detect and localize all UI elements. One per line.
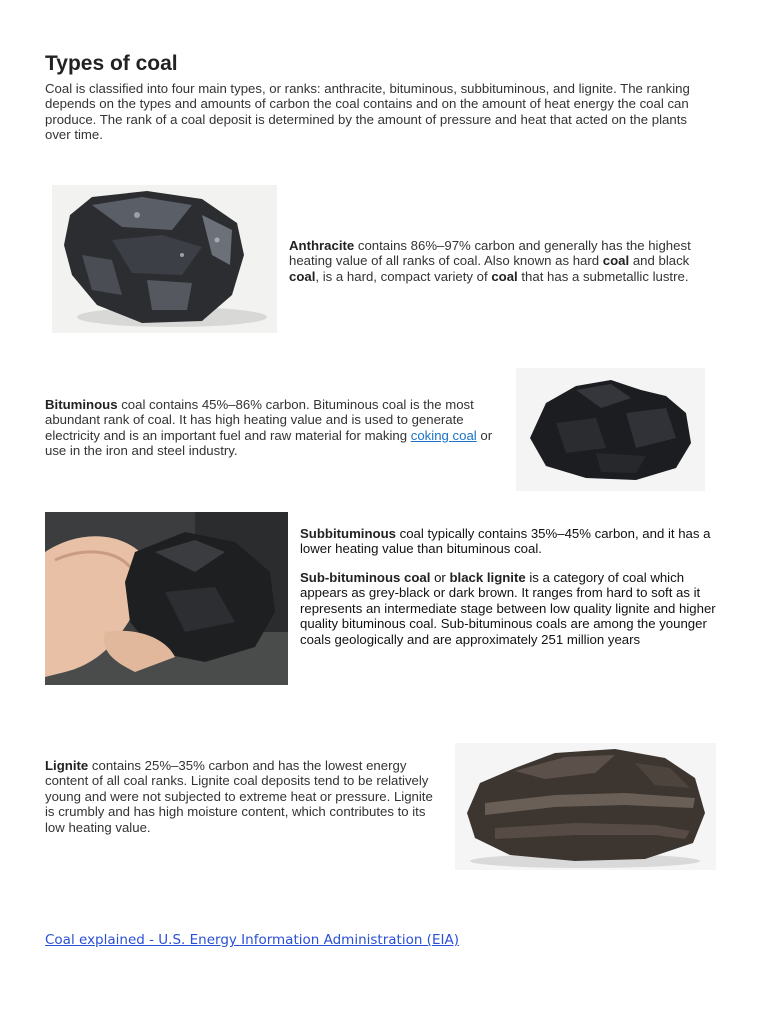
anthracite-term: Anthracite [289,238,355,253]
anthracite-text: that has a submetallic lustre. [517,268,689,284]
bituminous-text: coal contains 45%–86% carbon. Bituminous coal is the most abundant rank of coal. It has high heating value and is used to generate electricity and is an important fuel and raw material for making [45,397,474,443]
coal-term: coal [491,268,518,284]
coking-coal-link[interactable]: coking coal [410,427,477,443]
subbituminous-term: Subbituminous [300,526,396,541]
lignite-text: contains 25%–35% carbon and has the lowest energy content of all coal ranks. Lignite coal deposits tend to be relatively young and were not subjected to extreme heat or pressure. Lignite is crumbly and has high moisture content, which contributes to its low heating value. [45,758,433,835]
subbituminous-text: coal typically contains 35%–45% carbon, and it has a lower heating value than bituminous coal. [300,526,711,557]
bituminous-text: or use in the iron and steel industry. [45,427,493,459]
subbituminous-text: or [430,570,450,585]
subbituminous-photo [45,512,288,685]
lignite-photo [455,743,716,870]
lignite-term: Lignite [45,758,89,773]
anthracite-text: contains 86%–97% carbon and generally has the highest heating value of all ranks of coal. Also known as hard [289,238,691,269]
subbituminous-text: is a category of coal which appears as grey-black or dark brown. It ranges from hard to soft as it represents an intermediate stage between low quality lignite and higher quality bituminous coal. Sub-bituminous coals are among the younger coals geologically and are approximately 251 million years [300,570,716,647]
black-lignite-term: black lignite [449,570,526,585]
sub-bituminous-term: Sub-bituminous coal [300,570,431,585]
anthracite-text: and black [629,253,690,269]
lignite-paragraph [45,758,440,835]
eia-source-link[interactable]: Coal explained - U.S. Energy Information Administration (EIA) [45,932,459,948]
anthracite-paragraph [289,238,719,284]
subbituminous-paragraph-2 [300,570,728,647]
intro-paragraph: Coal is classified into four main types, or ranks: anthracite, bituminous, subbituminous, and lignite. The ranking depends on the types and amounts of carbon the coal contains and on the amount of heat energy the coal can produce. The rank of a coal deposit is determined by the amount of pressure and heat that acted on the plants over time. [45,81,690,143]
subbituminous-paragraph-1 [300,526,725,557]
anthracite-text: , is a hard, compact variety of [315,268,492,284]
bituminous-term: Bituminous [45,397,118,412]
bituminous-photo [516,368,705,491]
coal-term: coal [289,268,316,284]
anthracite-photo [52,185,277,333]
coal-term: coal [602,253,630,269]
bituminous-paragraph [45,397,503,459]
page-title: Types of coal [45,52,178,75]
